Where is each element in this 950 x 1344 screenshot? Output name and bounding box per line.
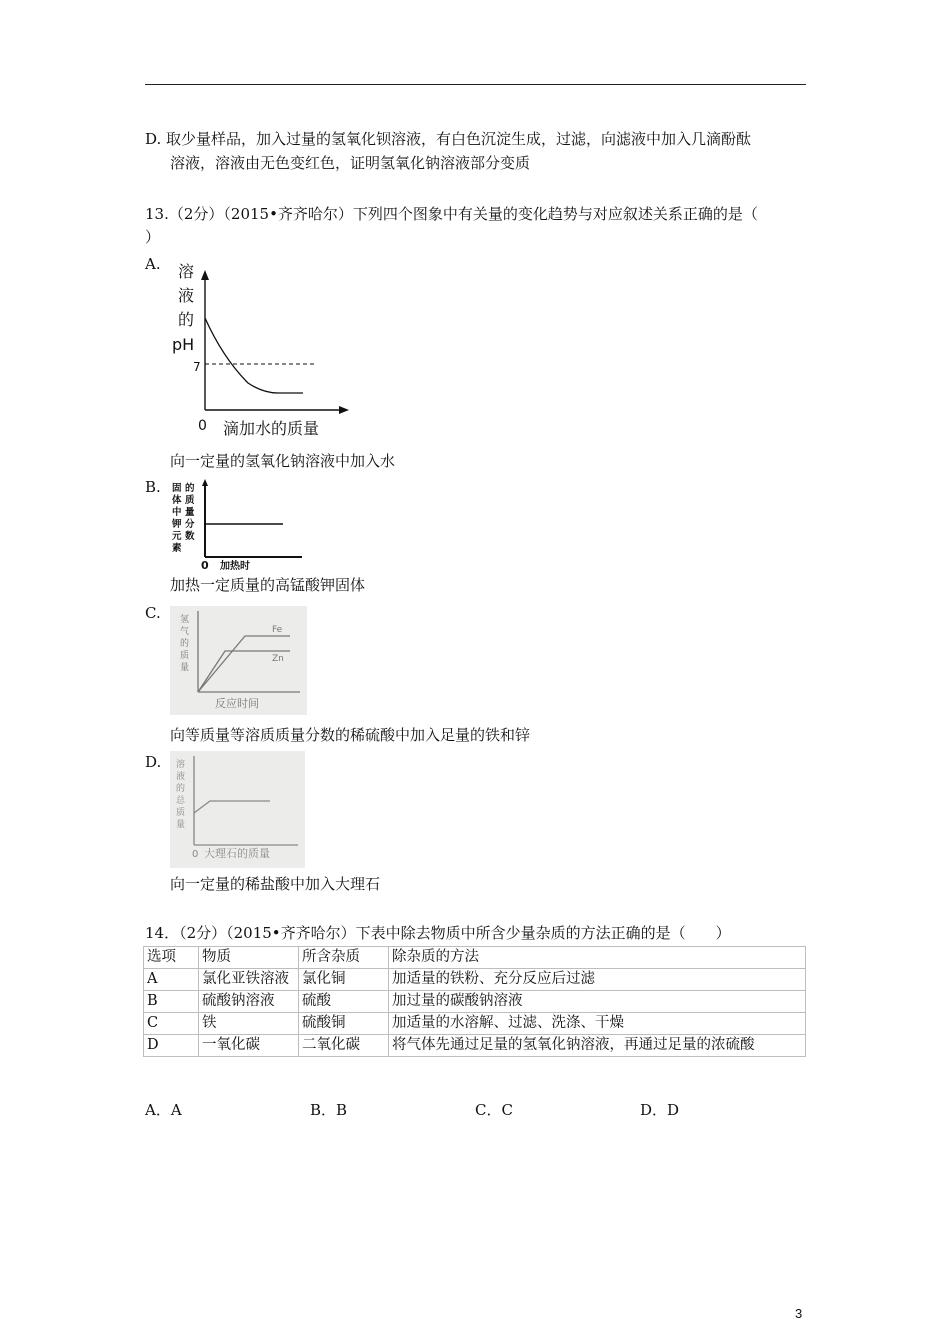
chart-d-origin: 0 — [192, 849, 199, 860]
table-header-row — [144, 947, 806, 969]
q13-stem-line2: ） — [145, 228, 161, 246]
chart-b-ylabel-c1-3: 中 — [172, 507, 182, 518]
q13-chart-b — [168, 478, 308, 570]
chart-b-ylabel-c2-1: 的 — [185, 483, 195, 494]
chart-c-series-zn: Zn — [272, 654, 284, 664]
table-cell: 铁 — [199, 1013, 299, 1035]
chart-d-ylabel-5: 质 — [176, 808, 186, 818]
chart-d-ylabel-4: 总 — [176, 796, 186, 806]
chart-d-ylabel-6: 量 — [176, 820, 186, 830]
chart-b-xlabel: 加热时 — [220, 561, 250, 570]
chart-b-y-arrow — [202, 479, 208, 486]
table-cell: C — [144, 1013, 199, 1035]
table-cell: 氯化铜 — [299, 969, 389, 991]
chart-d-ylabel-3: 的 — [176, 784, 186, 794]
chart-a-ylabel-2: 液 — [178, 286, 195, 305]
table-row — [144, 1013, 806, 1035]
table-cell: 加适量的水溶解、过滤、洗涤、干燥 — [389, 1013, 806, 1035]
q13-option-d-caption: 向一定量的稀盐酸中加入大理石 — [170, 875, 381, 893]
table-cell: 一氧化碳 — [199, 1035, 299, 1057]
chart-d-ylabel-1: 溶 — [176, 760, 186, 770]
chart-d-xlabel: 大理石的质量 — [204, 847, 270, 860]
chart-b-ylabel-c2-5: 数 — [185, 531, 195, 542]
chart-a-xlabel: 滴加水的质量 — [223, 419, 320, 438]
table-row — [144, 1035, 806, 1057]
table-cell: 硫酸铜 — [299, 1013, 389, 1035]
table-cell: D — [144, 1035, 199, 1057]
q13-option-b-letter: B. — [145, 478, 161, 496]
q13-chart-a — [168, 258, 353, 443]
table-cell: A — [144, 969, 199, 991]
chart-a-ylabel-4: pH — [172, 335, 195, 354]
q12-option-d-line2: 溶液，溶液由无色变红色，证明氢氧化钠溶液部分变质 — [170, 154, 531, 172]
q13-option-c-letter: C. — [145, 604, 161, 622]
q13-chart-c — [170, 606, 307, 715]
q13-chart-d — [170, 751, 305, 868]
chart-a-x-arrow — [339, 406, 349, 414]
chart-b-ylabel-c1-1: 固 — [172, 483, 182, 494]
q13-stem-line1: 13.（2分）（2015•齐齐哈尔）下列四个图象中有关量的变化趋势与对应叙述关系正确的是（ — [145, 205, 758, 223]
table-header-cell: 所含杂质 — [299, 947, 389, 969]
chart-b-ylabel-c1-5: 元 — [172, 531, 182, 542]
chart-c-line-fe — [198, 636, 290, 692]
table-cell: 硫酸钠溶液 — [199, 991, 299, 1013]
q14-answer-d: D．D — [640, 1101, 680, 1119]
header-rule — [145, 84, 806, 85]
page-number: 3 — [795, 1306, 803, 1321]
table-cell: B — [144, 991, 199, 1013]
q14-answer-c: C．C — [475, 1101, 513, 1119]
table-cell: 氯化亚铁溶液 — [199, 969, 299, 991]
chart-b-ylabel-c2-4: 分 — [185, 519, 195, 530]
chart-a-tick-7: 7 — [193, 360, 201, 374]
chart-d-line — [194, 801, 270, 813]
chart-b-ylabel-c1-6: 素 — [172, 543, 182, 554]
q14-answer-a: A．A — [145, 1101, 182, 1119]
chart-c-ylabel-3: 的 — [180, 639, 190, 649]
chart-b-ylabel-c2-2: 质 — [185, 495, 195, 506]
chart-b-ylabel-c2-3: 量 — [185, 507, 195, 518]
table-header-cell: 物质 — [199, 947, 299, 969]
table-cell: 加过量的碳酸钠溶液 — [389, 991, 806, 1013]
chart-a-origin: 0 — [198, 418, 207, 434]
chart-c-series-fe: Fe — [272, 625, 283, 635]
chart-b-ylabel-c1-2: 体 — [172, 495, 182, 506]
q14-table — [143, 946, 806, 1057]
q13-option-a-caption: 向一定量的氢氧化钠溶液中加入水 — [170, 452, 396, 470]
chart-c-ylabel-5: 量 — [180, 663, 190, 673]
table-row — [144, 991, 806, 1013]
chart-b-ylabel-c1-4: 钾 — [172, 519, 182, 530]
chart-a-ylabel-1: 溶 — [178, 262, 195, 281]
q14-stem: 14．（2分）（2015•齐齐哈尔）下表中除去物质中所含少量杂质的方法正确的是（ ） — [145, 924, 731, 942]
chart-c-xlabel: 反应时间 — [215, 697, 259, 710]
chart-a-ylabel-3: 的 — [178, 310, 195, 329]
table-header-cell: 选项 — [144, 947, 199, 969]
q13-option-a-letter: A. — [145, 255, 161, 273]
q13-option-d-letter: D. — [145, 753, 162, 771]
q13-option-c-caption: 向等质量等溶质质量分数的稀硫酸中加入足量的铁和锌 — [170, 726, 531, 744]
table-header-cell: 除杂质的方法 — [389, 947, 806, 969]
table-cell: 加适量的铁粉、充分反应后过滤 — [389, 969, 806, 991]
chart-c-ylabel-2: 气 — [180, 627, 190, 637]
q14-answer-b: B．B — [310, 1101, 348, 1119]
q12-option-d-line1: D. 取少量样品，加入过量的氢氧化钡溶液，有白色沉淀生成，过滤，向滤液中加入几滴酚酞 — [145, 130, 752, 148]
chart-d-ylabel-2: 液 — [176, 772, 186, 782]
q13-option-b-caption: 加热一定质量的高锰酸钾固体 — [170, 576, 366, 594]
chart-b-origin: 0 — [201, 559, 209, 570]
chart-c-ylabel-1: 氢 — [180, 615, 190, 625]
table-cell: 将气体先通过足量的氢氧化钠溶液，再通过足量的浓硫酸 — [389, 1035, 806, 1057]
chart-a-y-arrow — [201, 270, 209, 280]
table-cell: 硫酸 — [299, 991, 389, 1013]
table-row — [144, 969, 806, 991]
chart-c-ylabel-4: 质 — [180, 651, 190, 661]
table-cell: 二氧化碳 — [299, 1035, 389, 1057]
chart-a-curve — [205, 318, 303, 393]
